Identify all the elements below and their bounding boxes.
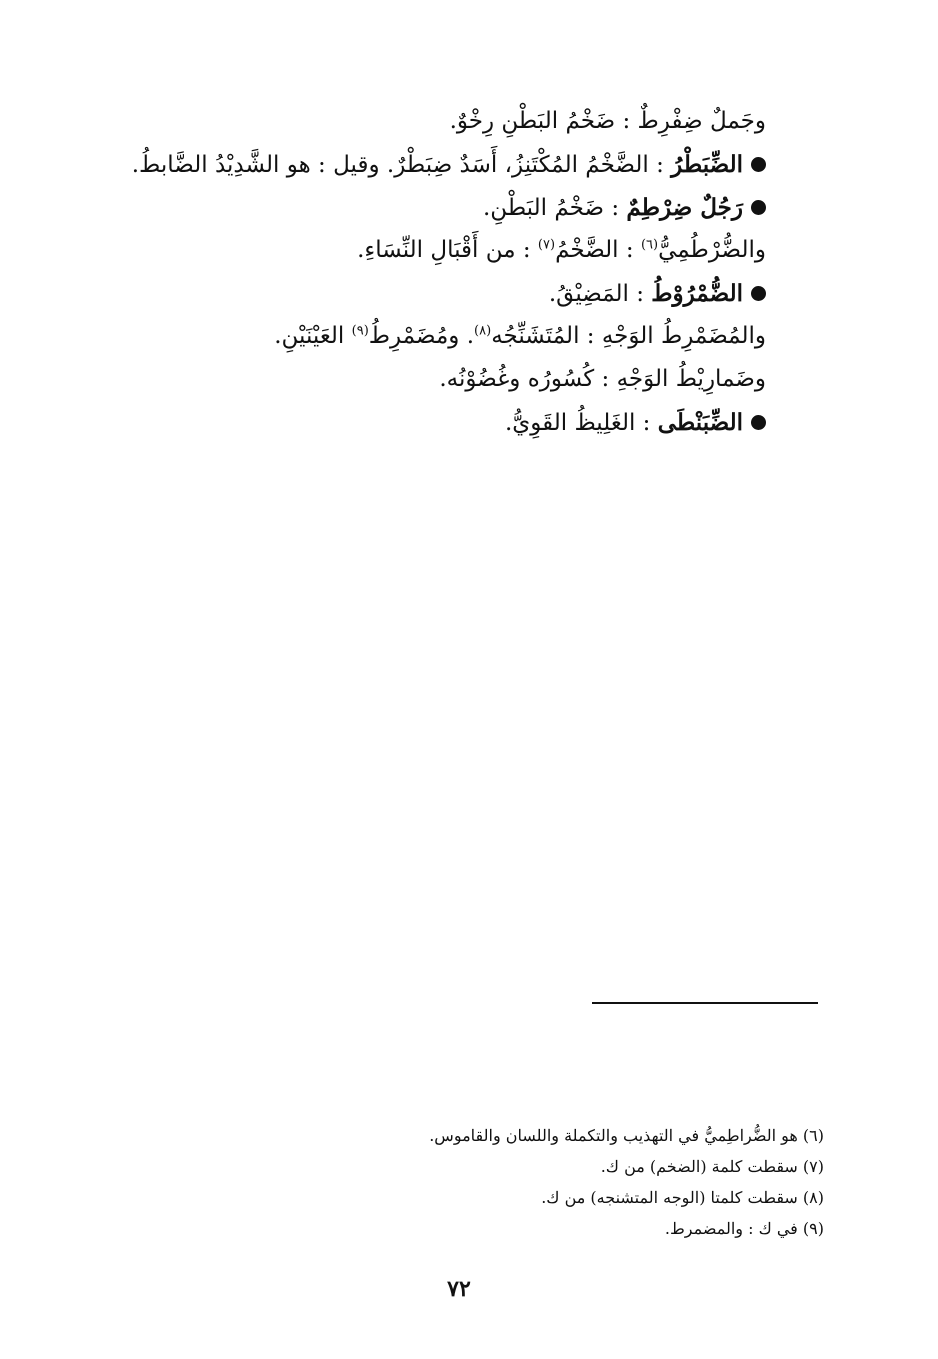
footnote-6: (٦) هو الضُّراطِميُّ في التهذيب والتكملة واللسان والقاموس. [429, 1126, 824, 1145]
entry-7 [126, 358, 766, 401]
entry-separator: : [635, 410, 658, 436]
entry-definition: المُتَشَنِّجُه [491, 323, 580, 349]
entry-1 [126, 100, 766, 143]
bullet-icon [751, 157, 766, 172]
entry-definition: الضَّخْمُ [555, 237, 619, 263]
footnotes [304, 1120, 824, 1244]
footnote-ref[interactable]: (٩) [351, 323, 369, 339]
entry-definition-tail: : من أَقْبَالِ النِّسَاءِ. [357, 237, 538, 263]
entry-definition: المَضِيْقُ. [548, 281, 629, 307]
entry-separator: : [618, 237, 641, 263]
entry-headword: وجَملٌ ضِفْرِطٌ [637, 108, 766, 134]
entry-headword: الضُّمْرُوْطُ [651, 280, 743, 307]
footnote-9: (٩) في ك : والمضمرط. [664, 1219, 824, 1238]
entry-headword: الضِّبَنْطَى [657, 409, 743, 436]
bullet-icon [751, 286, 766, 301]
entry-5 [126, 272, 766, 315]
entry-separator: : [648, 152, 672, 178]
entry-headword: والضُّرْطُمِيُّ [658, 237, 766, 263]
entry-separator: : [604, 195, 627, 221]
entry-headword: الضِّبَطْرُ [671, 151, 743, 178]
entry-separator: : [615, 108, 638, 134]
entry-separator: : [594, 366, 617, 392]
bullet-icon [751, 200, 766, 215]
entry-definition: ضَخْمُ البَطْنِ. [483, 195, 605, 221]
entry-definition: الغَلِيظُ القَوِيُّ. [504, 410, 636, 436]
entry-4 [126, 229, 766, 272]
entry-8 [126, 401, 766, 444]
entry-definition: الضَّخْمُ المُكْتَنِزُ، أَسَدٌ ضِبَطْرٌ. وقيل : هو الشَّدِيْدُ الضَّابطُ. [131, 152, 649, 178]
bullet-icon [751, 415, 766, 430]
entry-separator: : [628, 281, 652, 307]
footnote-ref[interactable]: (٦) [640, 237, 659, 253]
entry-definition-mid: . ومُضَمْرِطُ [368, 323, 475, 349]
entry-definition-tail: العَيْنَيْنِ. [274, 323, 352, 349]
entry-headword: وضَمارِيْطُ الوَجْهِ [616, 366, 766, 392]
entry-6 [126, 315, 766, 358]
dictionary-entries [126, 100, 766, 444]
entry-3 [126, 186, 766, 229]
footnote-ref[interactable]: (٧) [537, 237, 556, 253]
footnote-7: (٧) سقطت كلمة (الضخم) من ك. [600, 1157, 824, 1176]
page-number: ٧٢ [447, 1276, 471, 1302]
footnote-divider [592, 1002, 818, 1004]
entry-definition: كُسُورُه وغُضُوْنُه. [439, 366, 595, 392]
entry-headword: والمُضَمْرِطُ الوَجْهِ [601, 323, 766, 349]
entry-2 [126, 143, 766, 186]
footnote-ref[interactable]: (٨) [474, 323, 492, 339]
footnote-8: (٨) سقطت كلمتا (الوجه المتشنجه) من ك. [541, 1188, 824, 1207]
entry-headword: رَجُلٌ ضِرْطِمٌ [626, 194, 743, 221]
entry-definition: ضَخْمُ البَطْنِ رِخْوٌ. [449, 108, 616, 134]
entry-separator: : [579, 323, 602, 349]
